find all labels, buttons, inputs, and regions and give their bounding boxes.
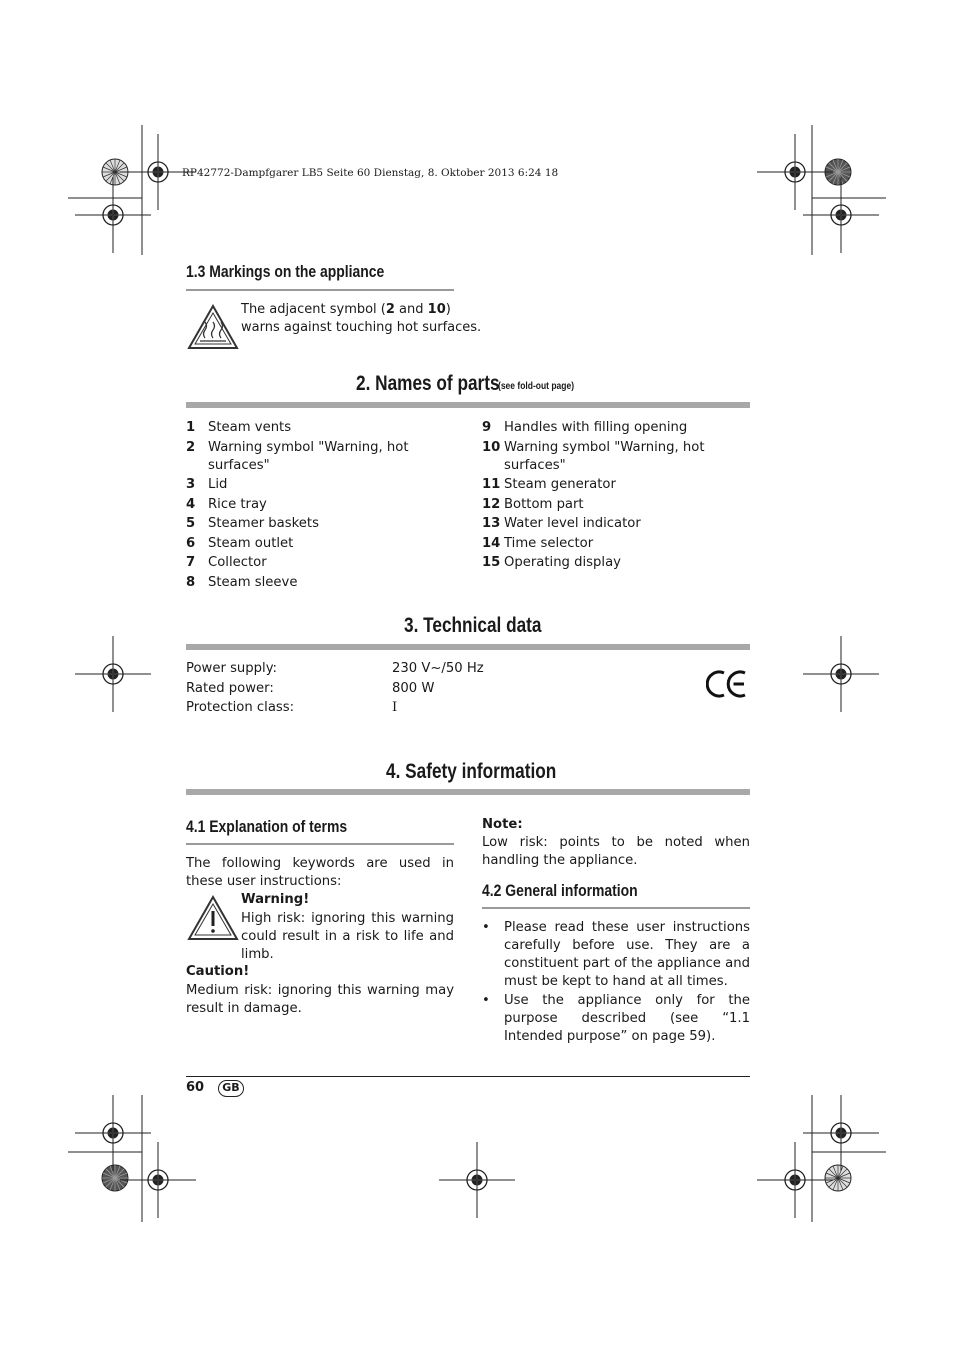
part-label [208, 496, 267, 514]
markings-rule [186, 289, 454, 291]
part-label-line: surfaces" [208, 457, 270, 473]
bullet-text: Please read these user instructions carefully before use. They are a constituent part of the appliance and must be kept to hand at all times. [504, 920, 750, 989]
part-number: 4 [186, 496, 196, 512]
part-item [482, 496, 750, 514]
part-label [208, 554, 267, 572]
part-item [482, 439, 750, 475]
part-number: 6 [186, 535, 196, 551]
technical-value: 800 W [392, 680, 435, 696]
terms-intro: The following keywords are used in these user instructions: [186, 856, 454, 889]
names-rule [186, 402, 750, 408]
part-label [208, 574, 297, 592]
country-badge [218, 1080, 244, 1097]
warning-title: Warning! [241, 892, 310, 907]
warning-triangle-icon [187, 895, 239, 941]
markings-text-b: and [394, 302, 428, 317]
part-label-line: Rice tray [208, 496, 267, 512]
bullet-icon: • [482, 920, 490, 935]
technical-row [186, 699, 526, 719]
part-label [504, 439, 705, 475]
markings-heading: 1.3 Markings on the appliance [186, 262, 385, 281]
part-item [482, 535, 750, 553]
part-label-line: Steam vents [208, 420, 292, 435]
technical-value: I [392, 700, 398, 715]
part-label-line: Handles with filling opening [504, 420, 688, 435]
technical-label: Protection class: [186, 700, 295, 715]
part-item [186, 496, 466, 514]
part-label-line: surfaces" [504, 457, 566, 473]
part-item [186, 574, 466, 592]
part-label-line: Water level indicator [504, 516, 641, 531]
part-number: 2 [186, 439, 196, 455]
part-label-line: Steam generator [504, 477, 616, 492]
parts-list-right [482, 419, 750, 574]
ce-mark-icon [706, 669, 748, 699]
part-label [208, 476, 227, 494]
general-rule [482, 907, 750, 909]
technical-table [186, 660, 526, 719]
terms-heading: 4.1 Explanation of terms [186, 817, 348, 836]
part-label-line: Steamer baskets [208, 516, 319, 531]
markings-text-line2: warns against touching hot surfaces. [241, 320, 482, 335]
registration-mark-icon [803, 1095, 879, 1171]
bullet-item [482, 919, 750, 991]
technical-heading: 3. Technical data [404, 614, 542, 637]
registration-mark-icon [757, 1142, 833, 1218]
part-label-line: Collector [208, 555, 267, 570]
part-label [208, 419, 291, 437]
part-item [482, 515, 750, 533]
registration-mark-icon [75, 1095, 151, 1171]
part-item [186, 554, 466, 572]
part-number: 13 [482, 516, 501, 531]
registration-mark-icon [439, 1142, 515, 1218]
page-number: 60 [186, 1080, 205, 1095]
part-number: 9 [482, 420, 492, 435]
part-label [504, 515, 641, 533]
registration-mark-icon [75, 177, 151, 253]
safety-rule [186, 789, 750, 795]
markings-text [241, 301, 482, 337]
registration-mark-icon [757, 134, 833, 210]
general-heading: 4.2 General information [482, 881, 638, 900]
registration-mark-icon [803, 636, 879, 712]
part-item [186, 439, 466, 475]
technical-label: Rated power: [186, 680, 274, 696]
print-header: RP42772-Dampfgarer LB5 Seite 60 Dienstag, 8. Oktober 2013 6:24 18 [182, 167, 559, 179]
color-wheel-icon [102, 1165, 128, 1191]
note-text: Low risk: points to be noted when handling the appliance. [482, 835, 750, 868]
safety-heading: 4. Safety information [386, 760, 557, 783]
registration-mark-icon [803, 177, 879, 253]
markings-num-b: 10 [427, 302, 446, 317]
bullet-icon: • [482, 993, 490, 1008]
part-label-line: Warning symbol "Warning, hot [504, 439, 705, 455]
markings-text-a: The adjacent symbol ( [241, 302, 386, 317]
note-title: Note: [482, 817, 523, 832]
part-number: 11 [482, 477, 501, 492]
part-label-line: Steam outlet [208, 535, 294, 551]
part-number: 1 [186, 420, 196, 435]
parts-list-left [186, 419, 466, 593]
technical-value: 230 V~/50 Hz [392, 661, 484, 676]
technical-row [186, 680, 526, 700]
part-label-line: Bottom part [504, 496, 584, 512]
part-label-line: Operating display [504, 555, 621, 570]
country-code: GB [222, 1081, 240, 1094]
part-number: 5 [186, 516, 196, 531]
caution-text: Medium risk: ignoring this warning may result in damage. [186, 983, 454, 1016]
bullet-item [482, 992, 750, 1046]
warning-text: High risk: ignoring this warning could result in a risk to life and limb. [241, 911, 454, 962]
markings-num-a: 2 [385, 302, 395, 317]
general-bullets [482, 919, 750, 1047]
footer-rule [186, 1076, 750, 1077]
part-label [504, 496, 584, 514]
markings-text-c: ) [445, 302, 451, 317]
part-item [186, 535, 466, 553]
part-item [482, 419, 750, 437]
part-label-line: Warning symbol "Warning, hot [208, 439, 409, 455]
names-heading-note: (see fold-out page) [498, 381, 575, 392]
names-heading: 2. Names of parts [356, 372, 500, 395]
color-wheel-icon [825, 1165, 851, 1191]
part-item [186, 476, 466, 494]
terms-rule [186, 843, 454, 845]
part-label-line: Time selector [504, 535, 594, 551]
part-number: 3 [186, 477, 196, 492]
bullet-text: Use the appliance only for the purpose described (see “1.1 Intended purpose” on page 59). [504, 993, 750, 1044]
part-label [504, 554, 621, 572]
part-item [482, 554, 750, 572]
part-number: 10 [482, 439, 501, 455]
part-item [186, 419, 466, 437]
hot-surface-warning-icon [187, 304, 239, 350]
part-number: 12 [482, 496, 501, 512]
part-label [504, 535, 593, 553]
part-number: 14 [482, 535, 501, 551]
caution-title: Caution! [186, 964, 250, 979]
part-label [208, 439, 409, 475]
part-item [482, 476, 750, 494]
technical-label: Power supply: [186, 661, 277, 676]
part-number: 8 [186, 574, 196, 590]
part-label-line: Lid [208, 477, 228, 492]
part-label [208, 535, 293, 553]
technical-rule [186, 644, 750, 650]
part-number: 15 [482, 555, 501, 570]
part-label [208, 515, 319, 533]
registration-mark-icon [120, 1142, 196, 1218]
registration-mark-icon [75, 636, 151, 712]
part-label-line: Steam sleeve [208, 574, 298, 590]
part-item [186, 515, 466, 533]
technical-row [186, 660, 526, 680]
part-label [504, 476, 616, 494]
part-label [504, 419, 687, 437]
part-number: 7 [186, 555, 196, 570]
